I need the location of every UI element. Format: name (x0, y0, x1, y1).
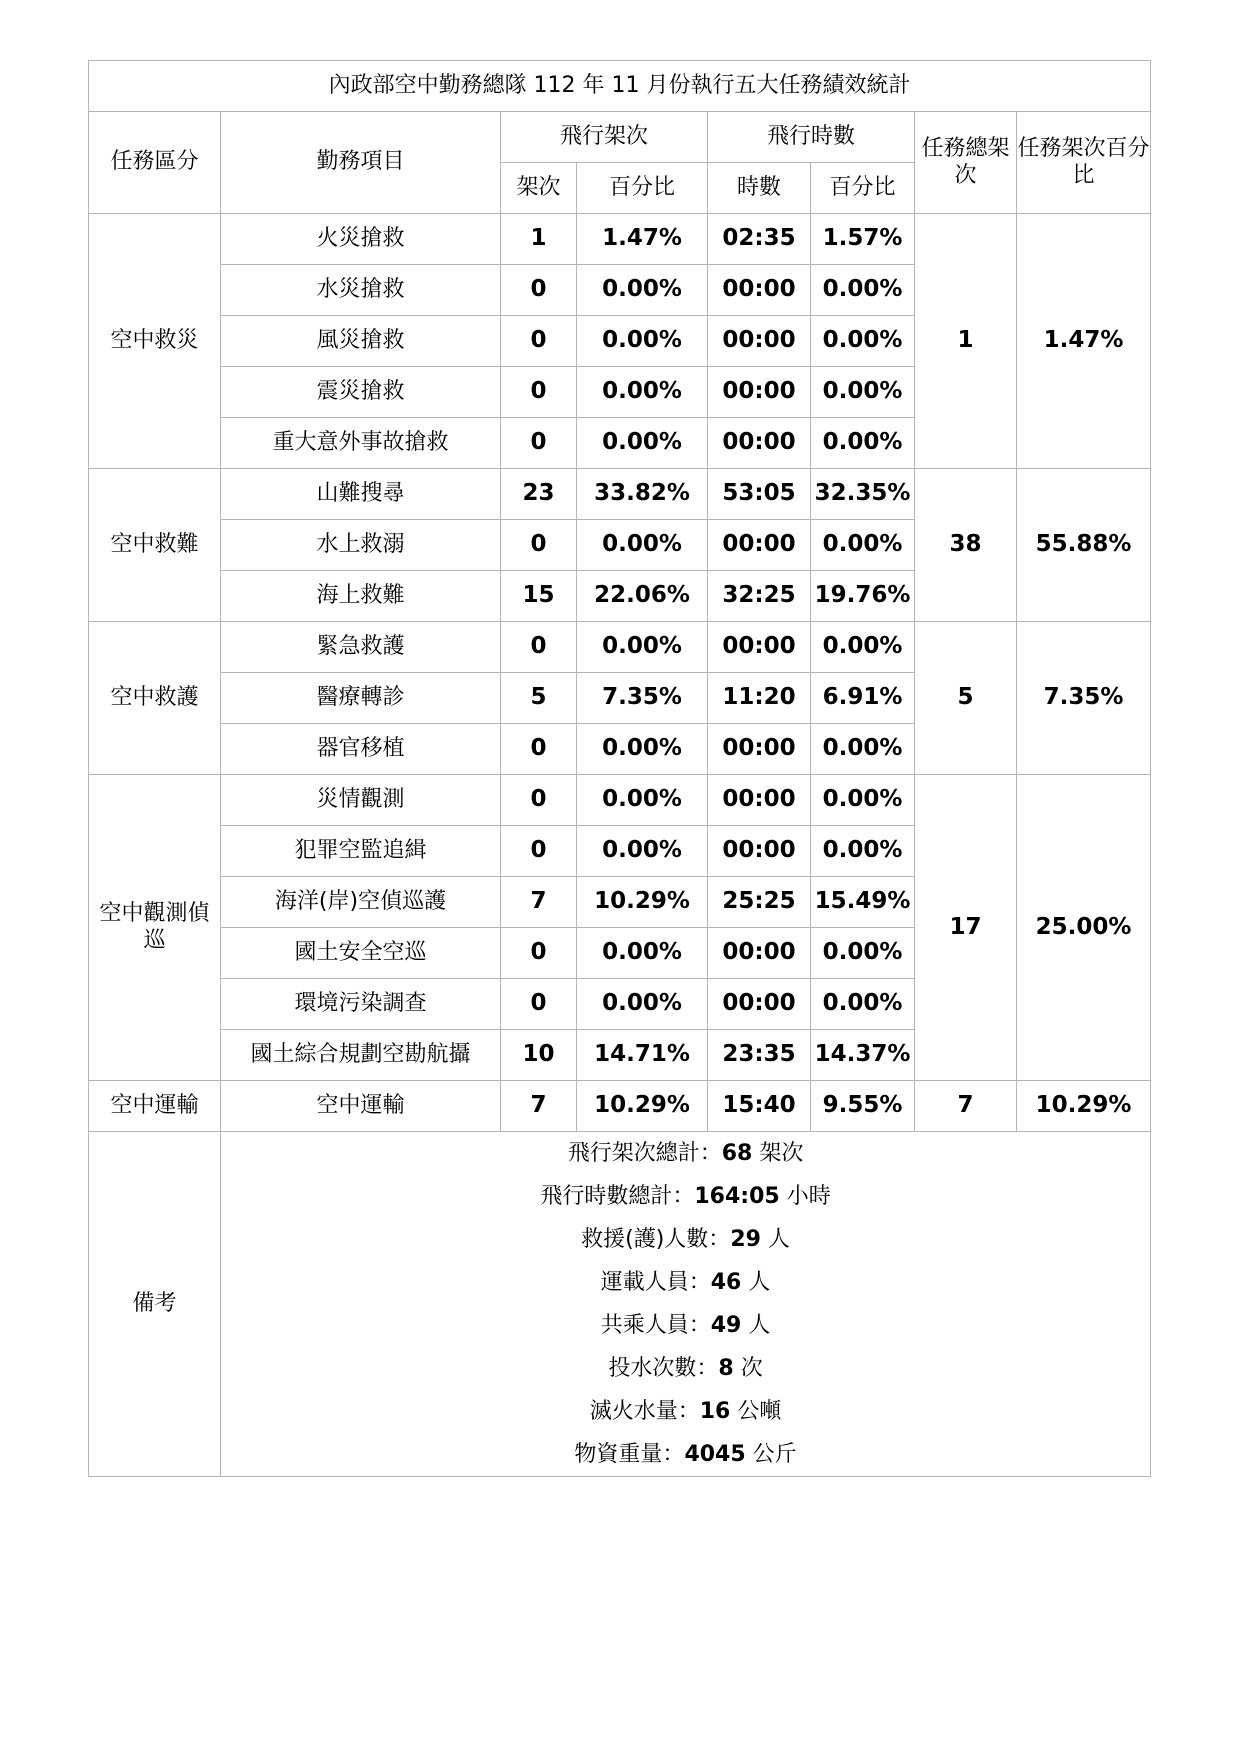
time-pct-cell: 9.55% (811, 1081, 915, 1132)
header-flights: 飛行架次 (501, 112, 708, 163)
notes-label: 備考 (89, 1132, 221, 1477)
count-cell: 0 (501, 826, 577, 877)
count-pct-cell: 0.00% (577, 418, 708, 469)
count-pct-cell: 0.00% (577, 265, 708, 316)
category-cell: 空中觀測偵巡 (89, 775, 221, 1081)
count-pct-cell: 0.00% (577, 622, 708, 673)
header-time-pct: 百分比 (811, 163, 915, 214)
task-cell: 山難搜尋 (221, 469, 501, 520)
notes-body (221, 1132, 1151, 1477)
count-cell: 0 (501, 724, 577, 775)
category-cell: 空中救護 (89, 622, 221, 775)
table-row (89, 1081, 1151, 1132)
time-cell: 15:40 (708, 1081, 811, 1132)
count-cell: 0 (501, 979, 577, 1030)
note-transported-people: 運載人員：46 人 (600, 1270, 771, 1295)
header-category: 任務區分 (89, 112, 221, 214)
count-pct-cell: 0.00% (577, 520, 708, 571)
task-cell: 國土安全空巡 (221, 928, 501, 979)
time-cell: 00:00 (708, 775, 811, 826)
task-cell: 空中運輸 (221, 1081, 501, 1132)
total-flights-cell: 38 (915, 469, 1017, 622)
count-cell: 7 (501, 1081, 577, 1132)
total-flights-cell: 1 (915, 214, 1017, 469)
count-cell: 0 (501, 418, 577, 469)
task-cell: 環境污染調查 (221, 979, 501, 1030)
time-cell: 00:00 (708, 724, 811, 775)
table-row (89, 214, 1151, 265)
table-row (89, 469, 1151, 520)
task-cell: 海上救難 (221, 571, 501, 622)
time-cell: 00:00 (708, 826, 811, 877)
count-pct-cell: 0.00% (577, 367, 708, 418)
count-cell: 0 (501, 367, 577, 418)
count-cell: 10 (501, 1030, 577, 1081)
header-hours: 飛行時數 (708, 112, 915, 163)
task-cell: 震災搶救 (221, 367, 501, 418)
task-cell: 器官移植 (221, 724, 501, 775)
note-cargo-weight: 物資重量：4045 公斤 (574, 1442, 797, 1467)
note-rescued-people: 救援(護)人數：29 人 (581, 1227, 790, 1252)
table-title: 內政部空中勤務總隊 112 年 11 月份執行五大任務績效統計 (89, 61, 1151, 112)
count-cell: 0 (501, 622, 577, 673)
total-pct-cell: 25.00% (1017, 775, 1151, 1081)
count-cell: 1 (501, 214, 577, 265)
time-pct-cell: 6.91% (811, 673, 915, 724)
count-pct-cell: 10.29% (577, 877, 708, 928)
total-flights-cell: 7 (915, 1081, 1017, 1132)
time-cell: 25:25 (708, 877, 811, 928)
time-cell: 00:00 (708, 928, 811, 979)
time-pct-cell: 0.00% (811, 265, 915, 316)
note-total-flights: 飛行架次總計：68 架次 (567, 1141, 804, 1166)
time-cell: 11:20 (708, 673, 811, 724)
header-total-pct: 任務架次百分比 (1017, 112, 1151, 214)
header-total-flights: 任務總架次 (915, 112, 1017, 214)
count-cell: 7 (501, 877, 577, 928)
total-pct-cell: 55.88% (1017, 469, 1151, 622)
count-cell: 0 (501, 520, 577, 571)
time-pct-cell: 0.00% (811, 979, 915, 1030)
count-pct-cell: 0.00% (577, 775, 708, 826)
note-co-riders: 共乘人員：49 人 (600, 1313, 771, 1338)
count-cell: 5 (501, 673, 577, 724)
category-cell: 空中運輸 (89, 1081, 221, 1132)
total-pct-cell: 1.47% (1017, 214, 1151, 469)
category-cell: 空中救災 (89, 214, 221, 469)
time-cell: 00:00 (708, 367, 811, 418)
time-pct-cell: 0.00% (811, 316, 915, 367)
header-time: 時數 (708, 163, 811, 214)
task-cell: 重大意外事故搶救 (221, 418, 501, 469)
time-cell: 00:00 (708, 979, 811, 1030)
count-cell: 23 (501, 469, 577, 520)
count-pct-cell: 33.82% (577, 469, 708, 520)
total-flights-cell: 5 (915, 622, 1017, 775)
note-water-drops: 投水次數：8 次 (608, 1356, 763, 1381)
count-pct-cell: 7.35% (577, 673, 708, 724)
task-cell: 風災搶救 (221, 316, 501, 367)
count-cell: 0 (501, 316, 577, 367)
task-cell: 災情觀測 (221, 775, 501, 826)
time-cell: 00:00 (708, 622, 811, 673)
time-pct-cell: 19.76% (811, 571, 915, 622)
task-cell: 國土綜合規劃空勘航攝 (221, 1030, 501, 1081)
time-pct-cell: 15.49% (811, 877, 915, 928)
performance-table (88, 60, 1151, 1477)
count-cell: 0 (501, 928, 577, 979)
count-pct-cell: 0.00% (577, 826, 708, 877)
time-pct-cell: 0.00% (811, 928, 915, 979)
count-pct-cell: 10.29% (577, 1081, 708, 1132)
count-pct-cell: 0.00% (577, 724, 708, 775)
task-cell: 海洋(岸)空偵巡護 (221, 877, 501, 928)
time-pct-cell: 0.00% (811, 826, 915, 877)
header-task: 勤務項目 (221, 112, 501, 214)
task-cell: 犯罪空監追緝 (221, 826, 501, 877)
time-pct-cell: 0.00% (811, 367, 915, 418)
task-cell: 水上救溺 (221, 520, 501, 571)
count-cell: 0 (501, 265, 577, 316)
total-flights-cell: 17 (915, 775, 1017, 1081)
note-total-hours: 飛行時數總計：164:05 小時 (540, 1184, 831, 1209)
time-pct-cell: 0.00% (811, 520, 915, 571)
time-cell: 00:00 (708, 418, 811, 469)
count-pct-cell: 1.47% (577, 214, 708, 265)
count-pct-cell: 0.00% (577, 979, 708, 1030)
time-cell: 00:00 (708, 520, 811, 571)
notes-row (89, 1132, 1151, 1477)
header-count-pct: 百分比 (577, 163, 708, 214)
time-cell: 53:05 (708, 469, 811, 520)
task-cell: 醫療轉診 (221, 673, 501, 724)
count-cell: 0 (501, 775, 577, 826)
total-pct-cell: 10.29% (1017, 1081, 1151, 1132)
time-pct-cell: 0.00% (811, 775, 915, 826)
category-cell: 空中救難 (89, 469, 221, 622)
total-pct-cell: 7.35% (1017, 622, 1151, 775)
note-water-volume: 滅火水量：16 公噸 (589, 1399, 782, 1424)
time-cell: 02:35 (708, 214, 811, 265)
count-pct-cell: 22.06% (577, 571, 708, 622)
task-cell: 緊急救護 (221, 622, 501, 673)
count-pct-cell: 14.71% (577, 1030, 708, 1081)
time-cell: 00:00 (708, 265, 811, 316)
table-row (89, 622, 1151, 673)
task-cell: 水災搶救 (221, 265, 501, 316)
count-pct-cell: 0.00% (577, 316, 708, 367)
time-pct-cell: 0.00% (811, 418, 915, 469)
time-pct-cell: 32.35% (811, 469, 915, 520)
time-pct-cell: 14.37% (811, 1030, 915, 1081)
header-count: 架次 (501, 163, 577, 214)
time-pct-cell: 0.00% (811, 724, 915, 775)
time-pct-cell: 0.00% (811, 622, 915, 673)
time-pct-cell: 1.57% (811, 214, 915, 265)
count-pct-cell: 0.00% (577, 928, 708, 979)
time-cell: 00:00 (708, 316, 811, 367)
task-cell: 火災搶救 (221, 214, 501, 265)
table-row (89, 775, 1151, 826)
time-cell: 32:25 (708, 571, 811, 622)
count-cell: 15 (501, 571, 577, 622)
time-cell: 23:35 (708, 1030, 811, 1081)
